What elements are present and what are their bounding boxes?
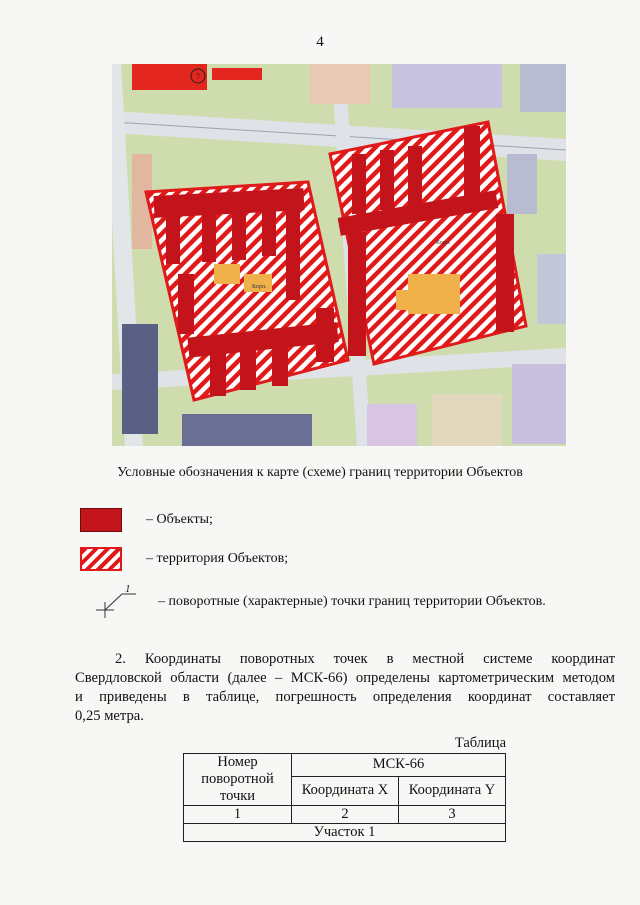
paragraph-line-4: 0,25 метра. bbox=[75, 708, 144, 724]
header-coord-x: Координата X bbox=[292, 776, 399, 805]
legend-item-points bbox=[92, 584, 546, 620]
page-number: 4 bbox=[316, 34, 324, 50]
paragraph-line-2: Свердловской области (далее – МСК-66) определены картометрическим методом bbox=[75, 670, 615, 686]
index-cell: 1 bbox=[184, 806, 292, 824]
index-cell: 2 bbox=[292, 806, 399, 824]
svg-text:Корп.: Корп. bbox=[436, 240, 451, 246]
legend-label-territory: – территория Объектов; bbox=[146, 551, 289, 566]
header-point-number: Номер поворотной точки bbox=[184, 754, 292, 806]
table-caption: Таблица bbox=[454, 735, 506, 751]
coordinates-table bbox=[183, 753, 506, 842]
legend-item-objects bbox=[80, 507, 213, 533]
paragraph-line-3: и приведены в таблице, погрешность определения координат составляет bbox=[75, 689, 615, 705]
legend-title: Условные обозначения к карте (схеме) границ территории Объектов bbox=[117, 465, 523, 480]
coordinates-paragraph bbox=[75, 650, 615, 726]
legend-item-territory bbox=[80, 546, 288, 572]
section-label: Участок 1 bbox=[184, 824, 506, 842]
table-row bbox=[184, 824, 506, 842]
svg-text:7: 7 bbox=[196, 72, 200, 81]
header-coord-y: Координата Y bbox=[399, 776, 506, 805]
table-row bbox=[184, 806, 506, 824]
legend-label-points: – поворотные (характерные) точки границ территории Объектов. bbox=[158, 594, 546, 609]
objects-swatch bbox=[80, 508, 122, 532]
turning-point-icon bbox=[92, 584, 144, 620]
territory-swatch bbox=[80, 547, 122, 571]
svg-text:Корп.: Корп. bbox=[252, 284, 267, 290]
paragraph-line-1: 2. Координаты поворотных точек в местной системе координат bbox=[115, 651, 615, 667]
site-map bbox=[112, 64, 566, 446]
legend-label-objects: – Объекты; bbox=[146, 512, 213, 527]
index-cell: 3 bbox=[399, 806, 506, 824]
svg-text:1: 1 bbox=[125, 584, 131, 595]
header-msk66: МСК-66 bbox=[292, 754, 506, 777]
